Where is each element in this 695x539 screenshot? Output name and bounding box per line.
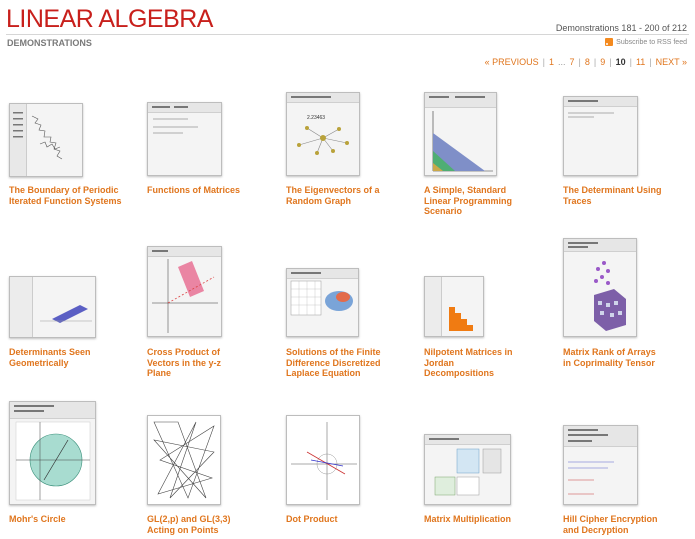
thumbnail-determinants-geometrically[interactable] xyxy=(9,276,96,338)
thumbnail-cross-product[interactable] xyxy=(147,246,222,337)
section-subtitle: DEMONSTRATIONS xyxy=(7,38,92,48)
demo-link[interactable]: Dot Product xyxy=(286,514,338,524)
thumbnail-dot-product[interactable] xyxy=(286,415,360,505)
rss-icon xyxy=(605,38,613,46)
thumbnail-matrix-rank[interactable] xyxy=(563,238,637,337)
demo-link[interactable]: The Boundary of Periodic Iterated Function Systems xyxy=(9,185,122,206)
thumbnail-laplace-equation[interactable] xyxy=(286,268,359,337)
previous-link[interactable]: « PREVIOUS xyxy=(484,57,539,67)
page-link-7[interactable]: 7 xyxy=(569,57,575,67)
page-link-8[interactable]: 8 xyxy=(584,57,590,67)
thumbnail-eigenvectors-random-graph[interactable] xyxy=(286,92,360,176)
thumbnail-linear-programming[interactable] xyxy=(424,92,497,176)
demo-link[interactable]: Matrix Multiplication xyxy=(424,514,512,524)
rss-label: Subscribe to RSS feed xyxy=(616,38,687,46)
next-link[interactable]: NEXT » xyxy=(655,57,687,67)
pagination: « PREVIOUS | 1 ... 7 | 8 | 9 | 10 | 11 | NEXT » xyxy=(484,57,687,67)
thumbnail-gl2p-gl33[interactable] xyxy=(147,415,221,505)
page-link-1[interactable]: 1 xyxy=(548,57,554,67)
demo-link[interactable]: Determinants Seen Geometrically xyxy=(9,347,91,368)
demo-link[interactable]: Nilpotent Matrices in Jordan Decompositions xyxy=(424,347,513,378)
thumbnail-determinant-traces[interactable] xyxy=(563,96,638,176)
demo-link[interactable]: Matrix Rank of Arrays in Coprimality Tensor xyxy=(563,347,656,368)
demo-link[interactable]: The Eigenvectors of a Random Graph xyxy=(286,185,380,206)
page-ellipsis: ... xyxy=(558,57,566,67)
page-link-11[interactable]: 11 xyxy=(635,57,646,67)
demo-link[interactable]: Functions of Matrices xyxy=(147,185,241,195)
eigen-value-label: 2.23463 xyxy=(307,115,326,121)
demo-link[interactable]: The Determinant Using Traces xyxy=(563,185,662,206)
page-link-9[interactable]: 9 xyxy=(600,57,606,67)
demo-link[interactable]: Cross Product of Vectors in the y-z Plane xyxy=(147,347,222,378)
demonstration-count: Demonstrations 181 - 200 of 212 xyxy=(555,23,687,33)
thumbnail-functions-of-matrices[interactable] xyxy=(147,102,222,176)
demo-link[interactable]: GL(2,p) and GL(3,3) Acting on Points xyxy=(147,514,231,535)
page-current: 10 xyxy=(615,57,626,67)
page-title: LINEAR ALGEBRA xyxy=(6,5,213,33)
demo-link[interactable]: Mohr's Circle xyxy=(9,514,66,524)
thumbnail-hill-cipher[interactable] xyxy=(563,425,638,505)
thumbnail-nilpotent-matrices[interactable] xyxy=(424,276,484,337)
demo-link[interactable]: Hill Cipher Encryption and Decryption xyxy=(563,514,658,535)
demo-link[interactable]: Solutions of the Finite Difference Discretized Laplace Equation xyxy=(286,347,381,378)
thumbnail-mohrs-circle[interactable] xyxy=(9,401,96,505)
thumbnail-boundary-ifs[interactable] xyxy=(9,103,83,177)
thumbnail-matrix-multiplication[interactable] xyxy=(424,434,511,505)
header-divider xyxy=(6,34,689,35)
demo-link[interactable]: A Simple, Standard Linear Programming Scenario xyxy=(424,185,513,216)
rss-link[interactable] xyxy=(605,38,687,46)
